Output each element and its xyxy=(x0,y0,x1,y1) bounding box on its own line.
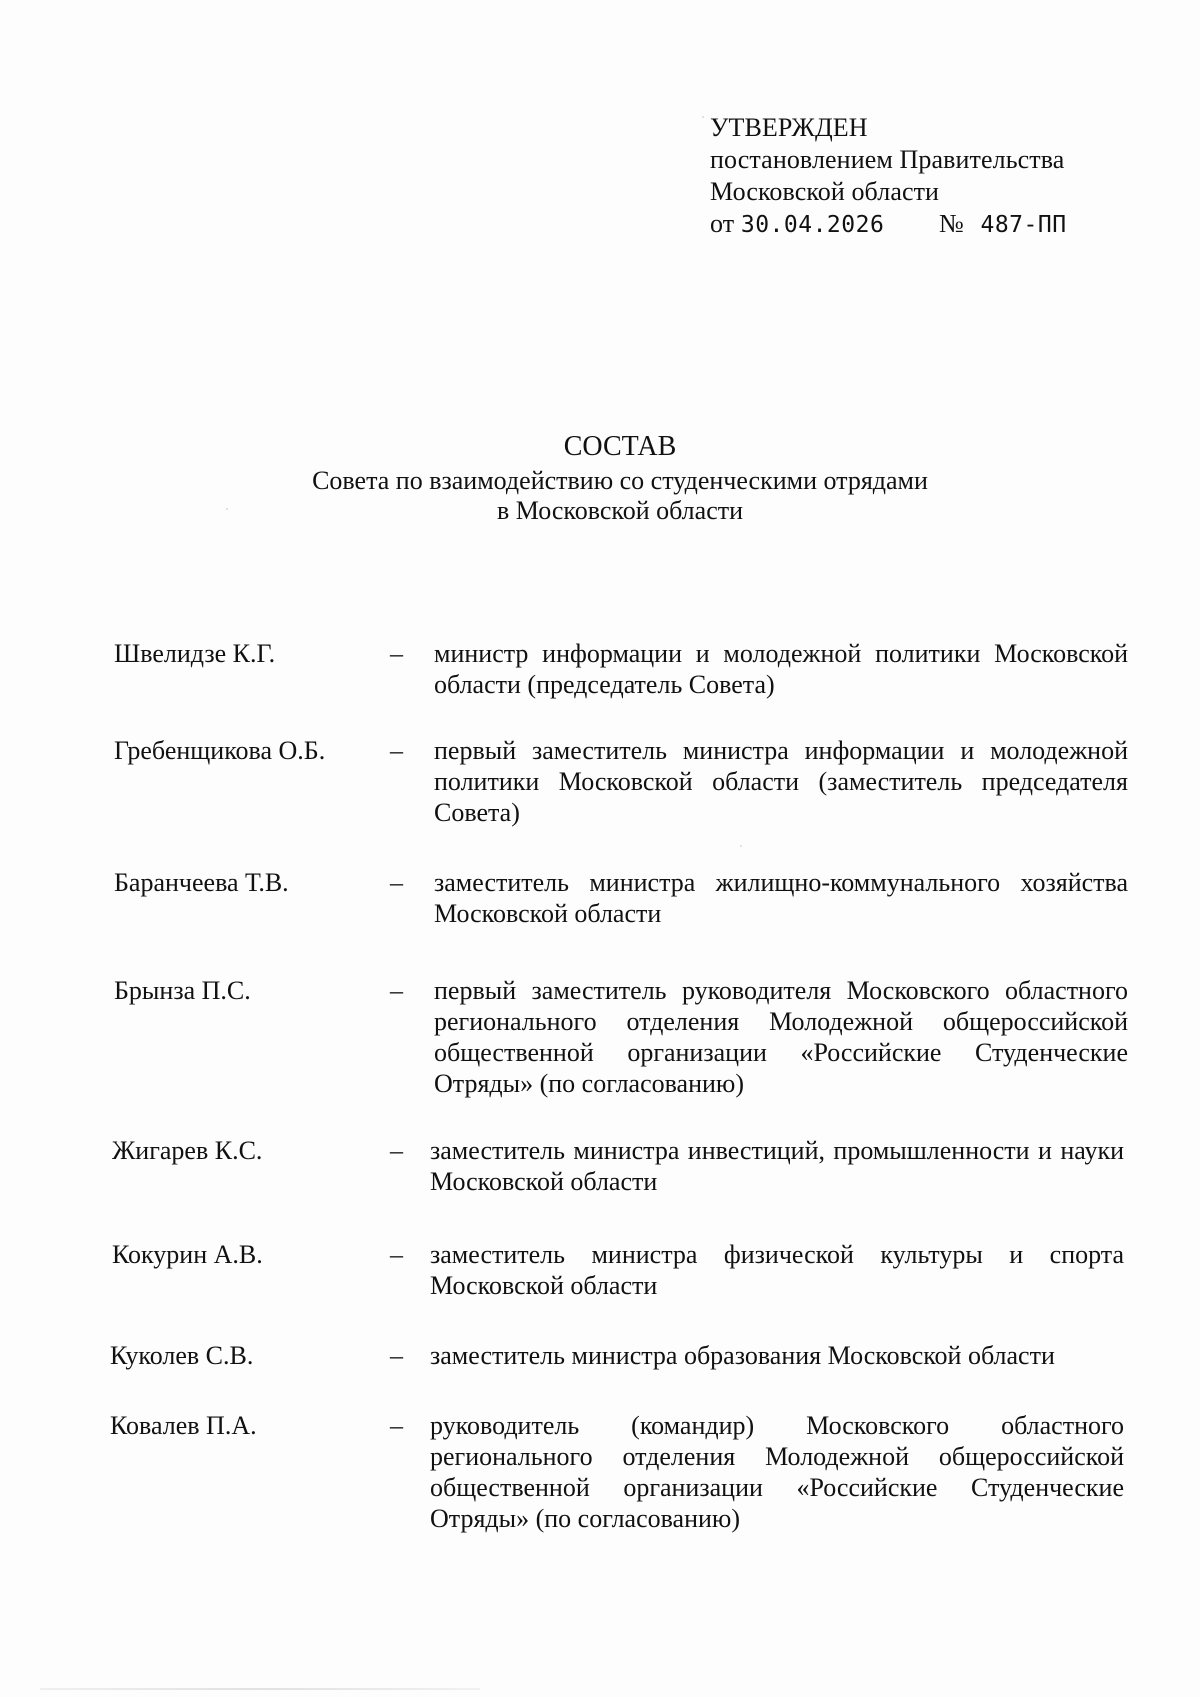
member-role: заместитель министра физической культуры и спорта Московской области xyxy=(430,1240,1124,1300)
member-name: Брынза П.С. xyxy=(114,976,251,1005)
member-name: Гребенщикова О.Б. xyxy=(114,736,326,765)
document-title xyxy=(0,432,1200,526)
member-dash: – xyxy=(390,868,403,897)
title-main: СОСТАВ xyxy=(563,431,677,462)
member-role: руководитель (командир) Московского областного регионального отделения Молодежной общероссийской общественной организации «Российские Студенческие Отряды» (по согласованию) xyxy=(430,1411,1124,1533)
member-dash: – xyxy=(390,1341,403,1370)
member-dash: – xyxy=(390,1136,403,1165)
member-dash: – xyxy=(390,736,403,765)
number-sign: № xyxy=(938,209,964,238)
member-dash: – xyxy=(390,976,403,1005)
approval-region: Московской области xyxy=(710,177,940,206)
approval-block xyxy=(710,112,1067,241)
approval-heading: УТВЕРЖДЕН xyxy=(710,113,868,142)
member-name: Куколев С.В. xyxy=(110,1341,254,1370)
scan-edge-artifact xyxy=(40,1688,480,1690)
member-role: заместитель министра инвестиций, промышленности и науки Московской области xyxy=(430,1136,1124,1196)
scan-speck xyxy=(702,116,704,118)
member-name: Кокурин А.В. xyxy=(112,1240,263,1269)
scan-speck xyxy=(740,845,742,847)
member-name: Жигарев К.С. xyxy=(112,1136,263,1165)
member-dash: – xyxy=(390,1411,403,1440)
member-name: Ковалев П.А. xyxy=(110,1411,257,1440)
member-name: Швелидзе К.Г. xyxy=(114,639,276,668)
member-role: первый заместитель министра информации и молодежной политики Московской области (заместитель председателя Совета) xyxy=(434,736,1128,827)
member-dash: – xyxy=(390,639,403,668)
member-role: министр информации и молодежной политики Московской области (председатель Совета) xyxy=(434,639,1128,699)
member-role: заместитель министра жилищно-коммунального хозяйства Московской области xyxy=(434,868,1128,928)
title-line-3: в Московской области xyxy=(496,496,744,525)
member-name: Баранчеева Т.В. xyxy=(114,868,289,897)
approval-number: 487-ПП xyxy=(980,212,1067,238)
member-role: первый заместитель руководителя Московского областного регионального отделения Молодежной общероссийской общественной организации «Российские Студенческие Отряды» (по согласованию) xyxy=(434,976,1128,1098)
approval-date-number xyxy=(710,208,1067,241)
title-line-2: Совета по взаимодействию со студенческими отрядами xyxy=(312,466,928,495)
member-dash: – xyxy=(390,1240,403,1269)
date-prefix: от xyxy=(710,209,735,238)
approval-date: 30.04.2026 xyxy=(740,212,885,238)
approval-issuer: постановлением Правительства xyxy=(710,145,1065,174)
member-role: заместитель министра образования Московской области xyxy=(430,1341,1055,1370)
scan-speck xyxy=(226,508,228,510)
